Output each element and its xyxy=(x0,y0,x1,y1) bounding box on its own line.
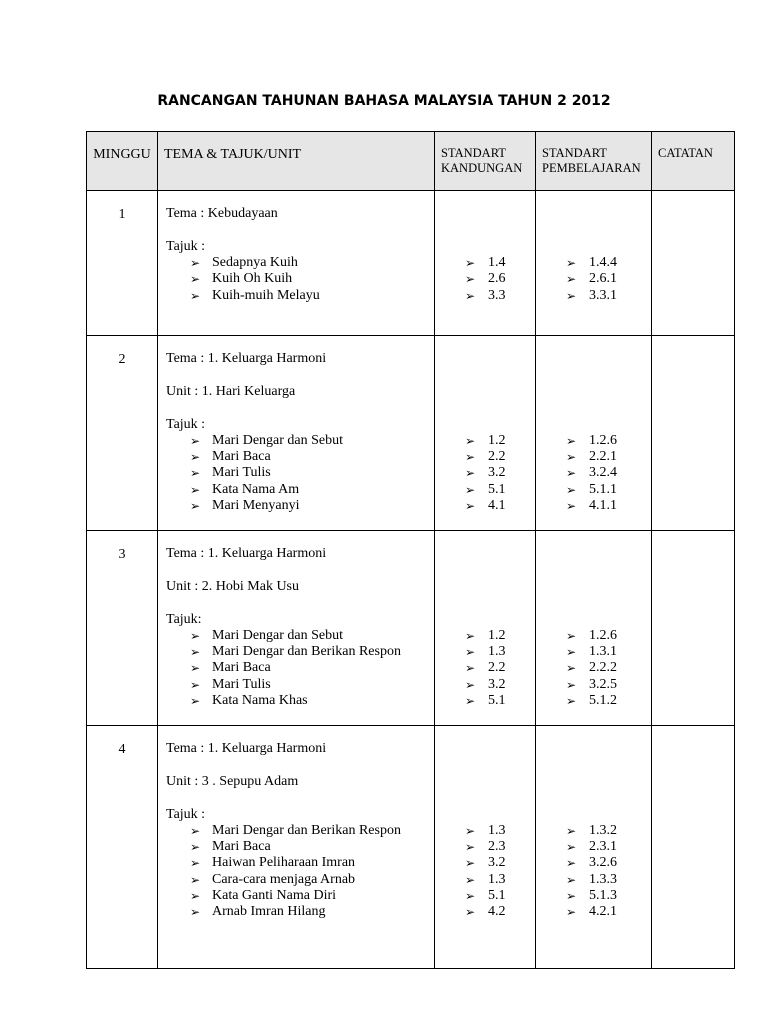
cell-catatan xyxy=(652,531,735,726)
list-item xyxy=(190,255,434,271)
arrowhead-bullet-icon: ➢ xyxy=(465,856,476,871)
arrowhead-bullet-icon: ➢ xyxy=(465,661,476,676)
list-item-text: 5.1.3 xyxy=(589,888,617,904)
arrowhead-bullet-icon: ➢ xyxy=(566,889,577,904)
list-item xyxy=(190,644,434,660)
arrowhead-bullet-icon: ➢ xyxy=(190,694,201,709)
list-item xyxy=(465,660,535,676)
list-item xyxy=(566,839,651,855)
list-item xyxy=(190,288,434,304)
arrowhead-bullet-icon: ➢ xyxy=(566,450,577,465)
arrowhead-bullet-icon: ➢ xyxy=(566,645,577,660)
list-item xyxy=(566,904,651,920)
cell-standart-kandungan xyxy=(435,191,536,336)
tema-text: Tema : 1. Keluarga Harmoni xyxy=(166,546,327,561)
list-item xyxy=(190,904,434,920)
list-item-text: Cara-cara menjaga Arnab xyxy=(212,871,356,887)
list-item-text: 5.1.1 xyxy=(589,481,617,497)
cell-tema xyxy=(158,191,435,336)
list-item xyxy=(465,872,535,888)
list-item xyxy=(465,482,535,498)
arrowhead-bullet-icon: ➢ xyxy=(566,272,577,287)
cell-standart-pembelajaran xyxy=(536,336,652,531)
list-item-text: 2.6.1 xyxy=(589,271,617,287)
list-item-text: 1.2.6 xyxy=(589,432,617,448)
cell-standart-kandungan xyxy=(435,531,536,726)
arrowhead-bullet-icon: ➢ xyxy=(465,256,476,271)
list-item xyxy=(566,823,651,839)
arrowhead-bullet-icon: ➢ xyxy=(566,905,577,920)
arrowhead-bullet-icon: ➢ xyxy=(190,433,201,448)
arrowhead-bullet-icon: ➢ xyxy=(566,661,577,676)
arrowhead-bullet-icon: ➢ xyxy=(465,272,476,287)
arrowhead-bullet-icon: ➢ xyxy=(465,823,476,838)
list-item xyxy=(566,498,651,514)
list-item xyxy=(566,872,651,888)
arrowhead-bullet-icon: ➢ xyxy=(465,872,476,887)
list-item-text: 1.3 xyxy=(488,871,506,887)
arrowhead-bullet-icon: ➢ xyxy=(190,482,201,497)
list-item xyxy=(190,628,434,644)
list-item xyxy=(465,904,535,920)
table-row xyxy=(87,336,735,531)
bullet-list xyxy=(536,433,651,514)
arrowhead-bullet-icon: ➢ xyxy=(566,823,577,838)
cell-minggu xyxy=(87,726,158,969)
arrowhead-bullet-icon: ➢ xyxy=(190,466,201,481)
list-item-text: Mari Dengar dan Berikan Respon xyxy=(212,822,401,838)
cell-catatan xyxy=(652,191,735,336)
header-minggu: MINGGU xyxy=(87,132,158,191)
header-catatan: CATATAN xyxy=(652,132,735,191)
cell-minggu xyxy=(87,531,158,726)
cell-tema xyxy=(158,531,435,726)
arrowhead-bullet-icon: ➢ xyxy=(190,872,201,887)
list-item xyxy=(566,433,651,449)
arrowhead-bullet-icon: ➢ xyxy=(566,677,577,692)
list-item-text: Mari Tulis xyxy=(212,676,271,692)
bullet-list xyxy=(435,628,535,709)
list-item-text: 1.4.4 xyxy=(589,255,617,271)
table-row xyxy=(87,531,735,726)
list-item-text: Mari Dengar dan Sebut xyxy=(212,432,344,448)
table-header-row xyxy=(87,132,735,191)
week-number: 3 xyxy=(118,547,126,562)
list-item xyxy=(465,628,535,644)
tema-text: Tema : Kebudayaan xyxy=(166,206,278,221)
arrowhead-bullet-icon: ➢ xyxy=(465,433,476,448)
list-item-text: 1.2 xyxy=(488,432,506,448)
list-item-text: 2.2.1 xyxy=(589,449,617,465)
list-item xyxy=(190,449,434,465)
list-item-text: Kuih-muih Melayu xyxy=(212,287,320,303)
list-item-text: 4.2 xyxy=(488,904,506,920)
list-item-text: 5.1 xyxy=(488,481,506,497)
list-item xyxy=(190,433,434,449)
list-item xyxy=(566,482,651,498)
list-item-text: 2.2 xyxy=(488,660,506,676)
list-item-text: Mari Dengar dan Sebut xyxy=(212,627,344,643)
list-item-text: Haiwan Peliharaan Imran xyxy=(212,855,356,871)
arrowhead-bullet-icon: ➢ xyxy=(566,482,577,497)
arrowhead-bullet-icon: ➢ xyxy=(566,499,577,514)
list-item-text: Kuih Oh Kuih xyxy=(212,271,293,287)
week-number: 1 xyxy=(118,207,126,222)
tajuk-label: Tajuk : xyxy=(166,416,206,432)
list-item xyxy=(566,644,651,660)
table-row xyxy=(87,726,735,969)
arrowhead-bullet-icon: ➢ xyxy=(190,450,201,465)
list-item-text: 4.1.1 xyxy=(589,498,617,514)
list-item xyxy=(190,271,434,287)
arrowhead-bullet-icon: ➢ xyxy=(566,288,577,303)
list-item-text: 1.3.1 xyxy=(589,644,617,660)
arrowhead-bullet-icon: ➢ xyxy=(566,840,577,855)
list-item-text: Mari Dengar dan Berikan Respon xyxy=(212,644,401,660)
list-item-text: Mari Tulis xyxy=(212,465,271,481)
arrowhead-bullet-icon: ➢ xyxy=(566,694,577,709)
arrowhead-bullet-icon: ➢ xyxy=(566,433,577,448)
unit-text: Unit : 1. Hari Keluarga xyxy=(166,383,296,399)
header-standart-pembelajaran xyxy=(536,132,652,191)
list-item-text: 3.2.5 xyxy=(589,676,617,692)
arrowhead-bullet-icon: ➢ xyxy=(566,872,577,887)
list-item-text: 2.6 xyxy=(488,271,506,287)
list-item-text: 3.2.4 xyxy=(589,465,617,481)
list-item xyxy=(190,872,434,888)
list-item xyxy=(566,288,651,304)
list-item xyxy=(190,839,434,855)
arrowhead-bullet-icon: ➢ xyxy=(465,840,476,855)
list-item-text: 3.2 xyxy=(488,676,506,692)
arrowhead-bullet-icon: ➢ xyxy=(190,856,201,871)
arrowhead-bullet-icon: ➢ xyxy=(566,856,577,871)
cell-standart-kandungan xyxy=(435,336,536,531)
tajuk-label: Tajuk: xyxy=(166,611,202,627)
cell-catatan xyxy=(652,726,735,969)
list-item xyxy=(465,288,535,304)
week-number: 2 xyxy=(118,352,126,367)
header-sp-line2: PEMBELAJARAN xyxy=(542,161,641,175)
list-item xyxy=(566,255,651,271)
arrowhead-bullet-icon: ➢ xyxy=(465,628,476,643)
list-item-text: Sedapnya Kuih xyxy=(212,255,298,271)
arrowhead-bullet-icon: ➢ xyxy=(190,905,201,920)
arrowhead-bullet-icon: ➢ xyxy=(465,905,476,920)
list-item xyxy=(190,465,434,481)
cell-minggu xyxy=(87,336,158,531)
arrowhead-bullet-icon: ➢ xyxy=(465,466,476,481)
list-item-text: Arnab Imran Hilang xyxy=(212,904,326,920)
arrowhead-bullet-icon: ➢ xyxy=(465,677,476,692)
list-item xyxy=(566,888,651,904)
list-item xyxy=(566,693,651,709)
list-item-text: 2.3 xyxy=(488,839,506,855)
list-item-text: Mari Baca xyxy=(212,660,271,676)
bullet-list xyxy=(435,433,535,514)
list-item xyxy=(566,677,651,693)
list-item xyxy=(190,660,434,676)
list-item-text: 3.3 xyxy=(488,287,506,303)
list-item xyxy=(465,823,535,839)
list-item-text: 3.2 xyxy=(488,465,506,481)
list-item xyxy=(465,693,535,709)
header-tema: TEMA & TAJUK/UNIT xyxy=(158,132,435,191)
list-item-text: 3.3.1 xyxy=(589,287,617,303)
tema-text: Tema : 1. Keluarga Harmoni xyxy=(166,351,327,366)
cell-standart-pembelajaran xyxy=(536,726,652,969)
list-item-text: 2.2 xyxy=(488,449,506,465)
cell-catatan xyxy=(652,336,735,531)
list-item-text: 5.1 xyxy=(488,693,506,709)
document-title: RANCANGAN TAHUNAN BAHASA MALAYSIA TAHUN 2 2012 xyxy=(157,93,611,109)
week-number: 4 xyxy=(118,742,126,757)
list-item xyxy=(566,271,651,287)
list-item-text: 5.1.2 xyxy=(589,693,617,709)
list-item xyxy=(566,855,651,871)
list-item-text: 1.3 xyxy=(488,822,506,838)
cell-tema xyxy=(158,336,435,531)
bullet-list xyxy=(536,255,651,304)
list-item xyxy=(190,823,434,839)
arrowhead-bullet-icon: ➢ xyxy=(465,694,476,709)
bullet-list xyxy=(536,628,651,709)
arrowhead-bullet-icon: ➢ xyxy=(190,645,201,660)
arrowhead-bullet-icon: ➢ xyxy=(465,288,476,303)
list-item-text: Kata Nama Am xyxy=(212,481,300,497)
list-item xyxy=(190,855,434,871)
arrowhead-bullet-icon: ➢ xyxy=(465,889,476,904)
arrowhead-bullet-icon: ➢ xyxy=(190,272,201,287)
unit-text: Unit : 2. Hobi Mak Usu xyxy=(166,578,299,594)
list-item xyxy=(465,888,535,904)
bullet-list xyxy=(166,433,434,514)
arrowhead-bullet-icon: ➢ xyxy=(465,645,476,660)
cell-minggu xyxy=(87,191,158,336)
list-item xyxy=(465,839,535,855)
list-item-text: Mari Menyanyi xyxy=(212,498,300,514)
bullet-list xyxy=(435,255,535,304)
arrowhead-bullet-icon: ➢ xyxy=(566,628,577,643)
list-item-text: 4.2.1 xyxy=(589,904,617,920)
list-item-text: 1.4 xyxy=(488,255,506,271)
arrowhead-bullet-icon: ➢ xyxy=(465,450,476,465)
list-item-text: 3.2 xyxy=(488,855,506,871)
list-item xyxy=(190,482,434,498)
unit-text: Unit : 3 . Sepupu Adam xyxy=(166,773,299,789)
arrowhead-bullet-icon: ➢ xyxy=(190,256,201,271)
arrowhead-bullet-icon: ➢ xyxy=(190,288,201,303)
cell-standart-pembelajaran xyxy=(536,191,652,336)
list-item xyxy=(190,693,434,709)
list-item-text: 1.3.2 xyxy=(589,822,617,838)
list-item-text: Kata Ganti Nama Diri xyxy=(212,888,337,904)
list-item-text: 1.3 xyxy=(488,644,506,660)
tajuk-label: Tajuk : xyxy=(166,806,206,822)
arrowhead-bullet-icon: ➢ xyxy=(190,823,201,838)
list-item-text: 1.2 xyxy=(488,627,506,643)
list-item-text: 1.2.6 xyxy=(589,627,617,643)
list-item xyxy=(190,677,434,693)
list-item xyxy=(465,644,535,660)
arrowhead-bullet-icon: ➢ xyxy=(465,499,476,514)
tema-text: Tema : 1. Keluarga Harmoni xyxy=(166,741,327,756)
list-item-text: Kata Nama Khas xyxy=(212,693,308,709)
arrowhead-bullet-icon: ➢ xyxy=(190,889,201,904)
bullet-list xyxy=(166,628,434,709)
bullet-list xyxy=(166,823,434,921)
list-item xyxy=(465,677,535,693)
list-item xyxy=(566,660,651,676)
arrowhead-bullet-icon: ➢ xyxy=(566,256,577,271)
header-sk-line1: STANDART xyxy=(441,146,506,160)
header-sp-line1: STANDART xyxy=(542,146,607,160)
annual-plan-table xyxy=(86,131,735,969)
list-item xyxy=(465,449,535,465)
arrowhead-bullet-icon: ➢ xyxy=(190,499,201,514)
arrowhead-bullet-icon: ➢ xyxy=(190,677,201,692)
list-item-text: Mari Baca xyxy=(212,839,271,855)
list-item-text: 2.3.1 xyxy=(589,839,617,855)
list-item-text: 1.3.3 xyxy=(589,871,617,887)
header-sk-line2: KANDUNGAN xyxy=(441,161,523,175)
list-item xyxy=(566,628,651,644)
list-item xyxy=(465,855,535,871)
list-item xyxy=(465,255,535,271)
cell-standart-kandungan xyxy=(435,726,536,969)
header-standart-kandungan xyxy=(435,132,536,191)
list-item xyxy=(190,888,434,904)
arrowhead-bullet-icon: ➢ xyxy=(190,840,201,855)
cell-tema xyxy=(158,726,435,969)
cell-standart-pembelajaran xyxy=(536,531,652,726)
arrowhead-bullet-icon: ➢ xyxy=(566,466,577,481)
list-item-text: 4.1 xyxy=(488,498,506,514)
list-item-text: 3.2.6 xyxy=(589,855,617,871)
tajuk-label: Tajuk : xyxy=(166,238,206,254)
bullet-list xyxy=(166,255,434,304)
arrowhead-bullet-icon: ➢ xyxy=(190,628,201,643)
list-item-text: 5.1 xyxy=(488,888,506,904)
arrowhead-bullet-icon: ➢ xyxy=(190,661,201,676)
list-item-text: Mari Baca xyxy=(212,449,271,465)
list-item-text: 2.2.2 xyxy=(589,660,617,676)
list-item xyxy=(566,449,651,465)
list-item xyxy=(465,465,535,481)
arrowhead-bullet-icon: ➢ xyxy=(465,482,476,497)
list-item xyxy=(190,498,434,514)
list-item xyxy=(465,271,535,287)
table-row xyxy=(87,191,735,336)
bullet-list xyxy=(435,823,535,921)
list-item xyxy=(465,433,535,449)
list-item xyxy=(465,498,535,514)
bullet-list xyxy=(536,823,651,921)
list-item xyxy=(566,465,651,481)
